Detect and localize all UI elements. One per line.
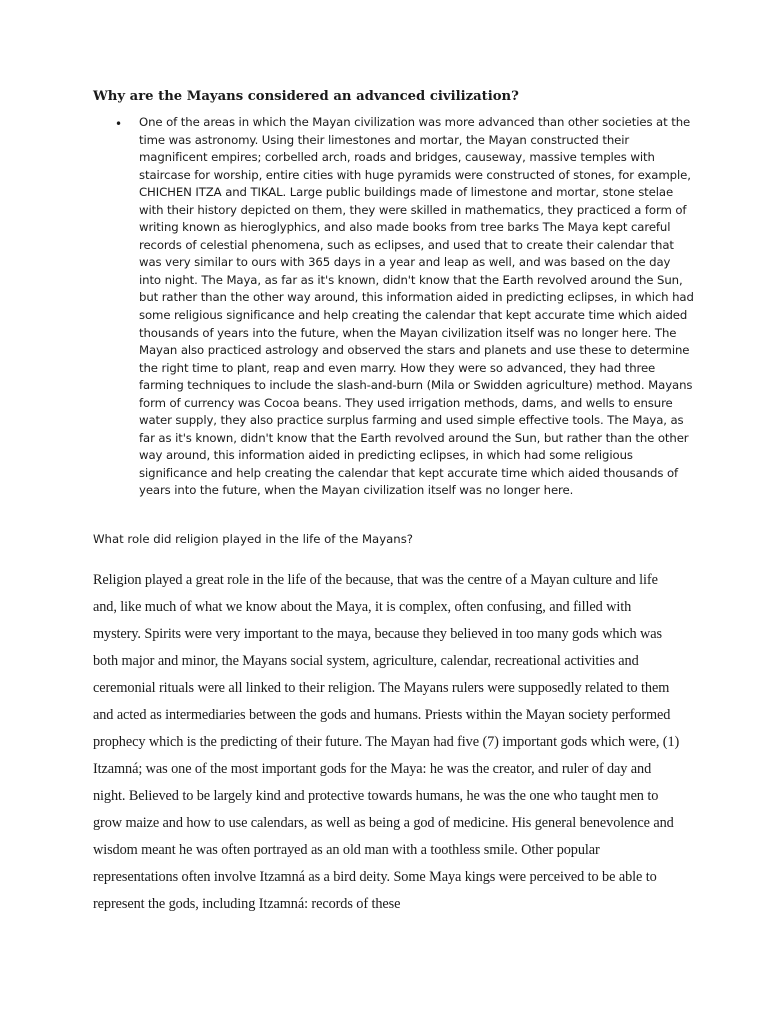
section-heading-religion: What role did religion played in the life of the Mayans? — [93, 532, 413, 546]
bullet-icon: • — [115, 117, 123, 131]
bullet-paragraph: One of the areas in which the Mayan civilization was more advanced than other societies at the time was astronomy. Using their limestones and mortar, the Mayan constructed their magnificent empires; corbelled arch, roads and bridges, causeway, massive temples with staircase for worship, entire cities with huge pyramids were constructed of stones, for example, CHICHEN ITZA and TIKAL. Large public buildings made of limestone and mortar, stone stelae with their history depicted on them, they were skilled in mathematics, they practiced a form of writing known as hieroglyphics, and also made books from tree barks The Maya kept careful records of celestial phenomena, such as eclipses, and used that to create their calendar that was very similar to ours with 365 days in a year and leap as well, and was based on the day into night. The Maya, as far as it's known, didn't know that the Earth revolved around the Sun, but rather than the other way around, this information aided in predicting eclipses, in which had some religious significance and help creating the calendar that kept accurate time which aided thousands of years into the future, when the Mayan civilization itself was no longer here. The Mayan also practiced astrology and observed the stars and planets and use these to determine the right time to plant, reap and even marry. How they were so advanced, they had three farming techniques to include the slash-and-burn (Mila or Swidden agriculture) method. Mayans form of currency was Cocoa beans. They used irrigation methods, dams, and wells to ensure water supply, they also practice surplus farming and used simple effective tools. The Maya, as far as it's known, didn't know that the Earth revolved around the Sun, but rather than the other way around, this information aided in predicting eclipses, in which had some religious significance and help creating the calendar that kept accurate time which aided thousands of years into the future, when the Mayan civilization itself was no longer here. — [139, 115, 694, 498]
section-heading-advanced-civilization: Why are the Mayans considered an advanced civilization? — [93, 89, 519, 104]
religion-paragraph: Religion played a great role in the life of the because, that was the centre of a Mayan culture and life and, like much of what we know about the Maya, it is complex, often confusing, and filled with mystery. Spirits were very important to the maya, because they believed in too many gods which was both major and minor, the Mayans social system, agriculture, calendar, recreational activities and ceremonial rituals were all linked to their religion. The Mayans rulers were supposedly related to them and acted as intermediaries between the gods and humans. Priests within the Mayan society performed prophecy which is the predicting of their future. The Mayan had five (7) important gods which were, (1) Itzamná; was one of the most important gods for the Maya: he was the creator, and ruler of day and night. Believed to be largely kind and protective towards humans, he was the one who taught men to grow maize and how to use calendars, as well as being a god of medicine. His general benevolence and wisdom meant he was often portrayed as an old man with a toothless smile. Other popular representations often involve Itzamná as a bird deity. Some Maya kings were perceived to be able to represent the gods, including Itzamná: records of these — [93, 572, 680, 912]
